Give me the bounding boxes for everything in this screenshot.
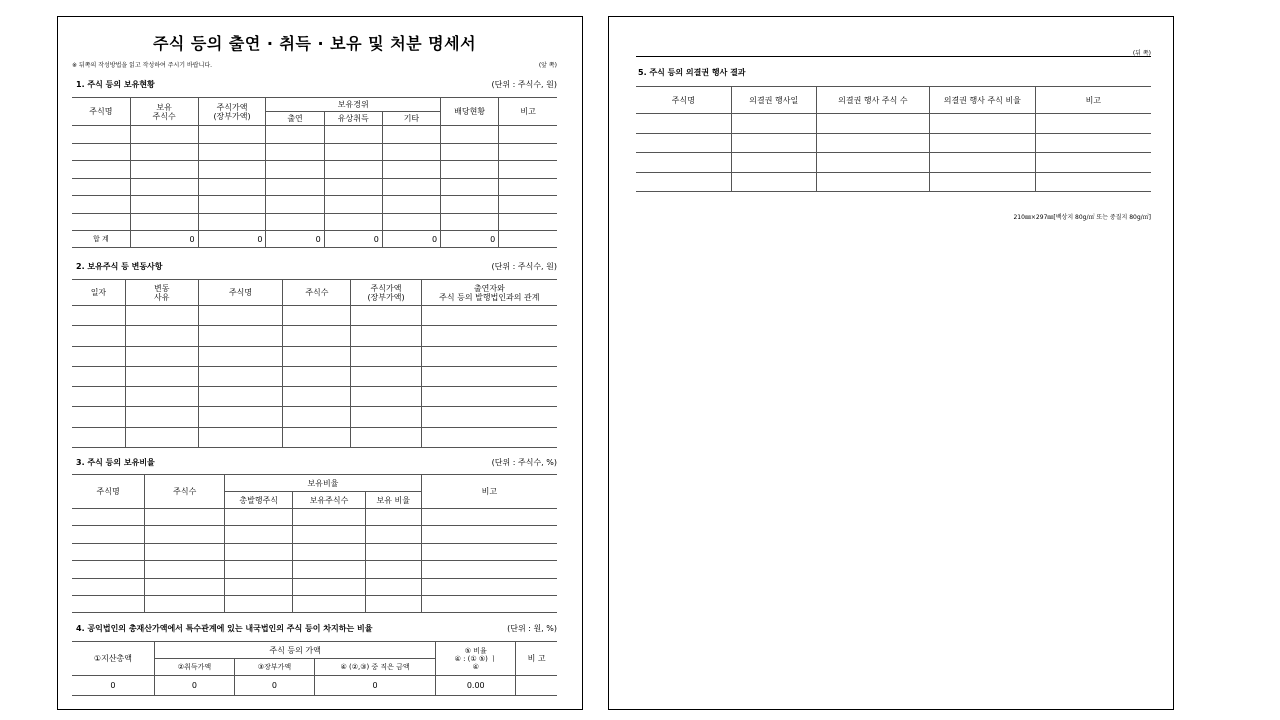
form-page-front — [57, 16, 583, 710]
section-2-unit: (단위 : 주식수, 원) — [491, 262, 557, 271]
value-lesser-amount: 0 — [314, 676, 435, 696]
table-row — [72, 126, 557, 144]
table-row — [636, 172, 1151, 192]
section-4-heading — [76, 623, 557, 634]
page-side-label: (앞 쪽) — [538, 62, 557, 69]
col-date: 일자 — [72, 280, 125, 306]
col-voting-share-ratio: 의결권 행사 주식 비율 — [930, 87, 1036, 114]
col-total-issued: 총발행주식 — [225, 492, 293, 509]
col-stock-value: 주식가액 (장부가액) — [351, 280, 421, 306]
col-qty: 주식수 — [283, 280, 351, 306]
asset-ratio-table — [72, 641, 557, 696]
table-row — [636, 114, 1151, 134]
total-other: 0 — [382, 231, 440, 248]
section-1-heading — [76, 79, 557, 90]
section-5-title: 5. 주식 등의 의결권 행사 결과 — [638, 68, 746, 77]
table-row — [72, 178, 557, 196]
col-remarks: 비고 — [499, 98, 557, 126]
form-title: 주식 등의 출연 · 취득 · 보유 및 처분 명세서 — [152, 34, 477, 53]
table-row — [636, 133, 1151, 153]
table-row — [72, 306, 557, 326]
section-4-unit: (단위 : 원, %) — [507, 624, 557, 633]
table-row — [72, 578, 557, 595]
table-row — [72, 387, 557, 407]
col-stock-name: 주식명 — [198, 280, 283, 306]
col-book-value: ③장부가액 — [234, 659, 314, 676]
col-change-reason: 변동 사유 — [125, 280, 198, 306]
total-held-qty: 0 — [130, 231, 198, 248]
value-total-assets: 0 — [72, 676, 154, 696]
section-5-heading — [638, 67, 1151, 78]
table-row — [72, 143, 557, 161]
col-stock-valuation: 주식 등의 가액 — [154, 642, 435, 659]
value-acquisition-price: 0 — [154, 676, 234, 696]
section-3-unit: (단위 : 주식수, %) — [491, 458, 557, 467]
form-page-back — [608, 16, 1174, 710]
table-row — [72, 196, 557, 214]
col-held-qty: 보유주식수 — [293, 492, 366, 509]
table-row — [636, 153, 1151, 173]
col-voting-date: 의결권 행사일 — [731, 87, 816, 114]
table-row — [72, 366, 557, 386]
col-stock-name: 주식명 — [72, 98, 130, 126]
col-qty: 주식수 — [145, 475, 225, 509]
value-remarks — [516, 676, 557, 696]
col-ownership-ratio: 보유비율 — [225, 475, 421, 492]
table-row — [72, 407, 557, 427]
table-row — [72, 213, 557, 231]
col-ratio: ⑤ 비율 ④ : (① ⑤) ㅣ ④ — [436, 642, 516, 676]
section-3-title: 3. 주식 등의 보유비율 — [76, 458, 155, 467]
table-row — [72, 509, 557, 526]
col-stock-value: 주식가액 (장부가액) — [198, 98, 266, 126]
page-side-label: (뒤 쪽) — [1132, 50, 1151, 57]
changes-table — [72, 279, 557, 448]
instruction-note: ※ 뒤쪽의 작성방법을 읽고 작성하여 주시기 바랍니다. — [72, 62, 213, 69]
col-relationship: 출연자와 주식 등의 발행법인과의 관계 — [421, 280, 557, 306]
total-label: 합 계 — [72, 231, 130, 248]
col-held-qty: 보유 주식수 — [130, 98, 198, 126]
values-row — [72, 676, 557, 696]
col-other: 기타 — [382, 112, 440, 126]
section-4-title: 4. 공익법인의 총재산가액에서 특수관계에 있는 내국법인의 주식 등이 차지하는 비율 — [76, 624, 373, 633]
value-ratio: 0.00 — [436, 676, 516, 696]
section-1-unit: (단위 : 주식수, 원) — [491, 80, 557, 89]
section-3-heading — [76, 457, 557, 468]
col-remarks: 비고 — [421, 475, 557, 509]
col-dividend: 배당현황 — [441, 98, 499, 126]
table-row — [72, 326, 557, 346]
section-1-title: 1. 주식 등의 보유현황 — [76, 80, 155, 89]
ownership-ratio-table — [72, 474, 557, 613]
section-2-title: 2. 보유주식 등 변동사항 — [76, 262, 163, 271]
total-stock-value: 0 — [198, 231, 266, 248]
total-contribution: 0 — [266, 231, 324, 248]
col-paid-acquisition: 유상취득 — [324, 112, 382, 126]
top-rule — [636, 56, 1151, 57]
col-stock-name: 주식명 — [636, 87, 731, 114]
col-remarks: 비고 — [1035, 87, 1151, 114]
total-row — [72, 231, 557, 248]
col-stock-name: 주식명 — [72, 475, 145, 509]
paper-spec: 210㎜×297㎜[백상지 80g/㎡ 또는 중질지 80g/㎡] — [1013, 214, 1151, 221]
table-row — [72, 427, 557, 447]
table-row — [72, 561, 557, 578]
total-dividend: 0 — [441, 231, 499, 248]
col-contribution: 출연 — [266, 112, 324, 126]
table-row — [72, 543, 557, 560]
col-remarks: 비 고 — [516, 642, 557, 676]
holdings-table — [72, 97, 557, 248]
section-2-heading — [76, 261, 557, 272]
col-held-rate: 보유 비율 — [365, 492, 421, 509]
table-row — [72, 595, 557, 612]
col-holding-path: 보유경위 — [266, 98, 441, 112]
col-lesser-amount: ④ (②,③) 중 직은 금액 — [314, 659, 435, 676]
col-voting-share-count: 의결권 행사 주식 수 — [816, 87, 929, 114]
table-row — [72, 161, 557, 179]
value-book-value: 0 — [234, 676, 314, 696]
table-row — [72, 526, 557, 543]
table-row — [72, 346, 557, 366]
voting-rights-table — [636, 86, 1151, 192]
col-acquisition-price: ②취득가액 — [154, 659, 234, 676]
col-total-assets: ①지산총액 — [72, 642, 154, 676]
total-paid-acquisition: 0 — [324, 231, 382, 248]
